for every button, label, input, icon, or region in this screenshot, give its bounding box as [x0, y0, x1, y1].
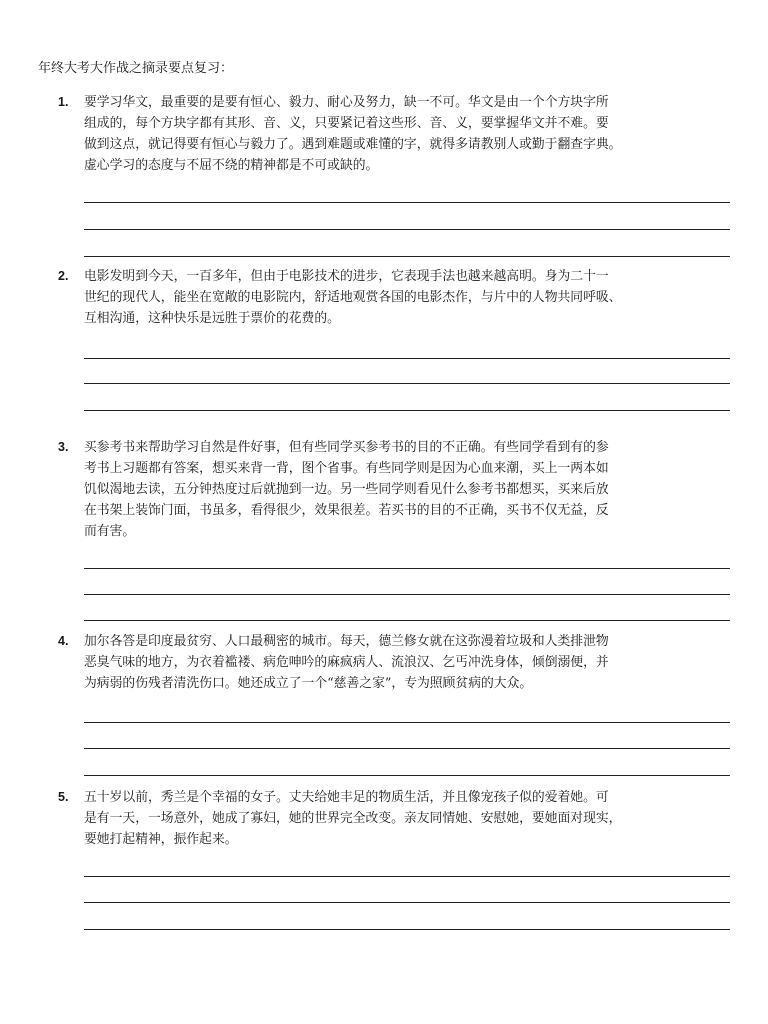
- item-number: 2.: [58, 269, 69, 283]
- passage-line: 是有一天，一场意外，她成了寡妇，她的世界完全改变。亲友同情她、安慰她，要她面对现实，: [84, 811, 622, 826]
- item-number: 5.: [58, 790, 69, 804]
- passage-line: 要学习华文，最重要的是要有恒心、毅力、耐心及努力，缺一不可。华文是由一个个方块字所: [84, 95, 609, 110]
- answer-line[interactable]: [84, 568, 730, 569]
- answer-line[interactable]: [84, 594, 730, 595]
- answer-line[interactable]: [84, 383, 730, 384]
- answer-line[interactable]: [84, 202, 730, 203]
- passage-line: 为病弱的伤残者清洗伤口。她还成立了一个“慈善之家”，专为照顾贫病的大众。: [84, 676, 533, 691]
- item-number: 4.: [58, 634, 69, 648]
- answer-line[interactable]: [84, 929, 730, 930]
- item-number: 1.: [58, 95, 69, 109]
- passage-line: 加尔各答是印度最贫穷、人口最稠密的城市。每天，德兰修女就在这弥漫着垃圾和人类排泄物: [84, 634, 609, 649]
- answer-line[interactable]: [84, 722, 730, 723]
- answer-line[interactable]: [84, 775, 730, 776]
- passage-line: 在书架上装饰门面，书虽多，看得很少，效果很差。若买书的目的不正确，买书不仅无益，反: [84, 503, 609, 518]
- passage-line: 买参考书来帮助学习自然是件好事，但有些同学买参考书的目的不正确。有些同学看到有的参: [84, 440, 609, 455]
- passage-line: 互相沟通，这种快乐是远胜于票价的花费的。: [84, 311, 340, 326]
- item-passage: [84, 92, 744, 176]
- item-passage: [84, 266, 744, 329]
- passage-line: 组成的，每个方块字都有其形、音、义，只要紧记着这些形、音、义，要掌握华文并不难。要: [84, 116, 609, 131]
- passage-line: 虚心学习的态度与不屈不绕的精神都是不可或缺的。: [84, 158, 379, 173]
- answer-line[interactable]: [84, 620, 730, 621]
- passage-line: 而有害。: [84, 524, 136, 539]
- answer-line[interactable]: [84, 902, 730, 903]
- answer-line[interactable]: [84, 748, 730, 749]
- passage-line: 做到这点，就记得要有恒心与毅力了。遇到难题或难懂的字，就得多请教别人或勤于翻查字典。: [84, 137, 622, 152]
- passage-line: 考书上习题都有答案，想买来背一背，图个省事。有些同学则是因为心血来潮，买上一两本如: [84, 461, 609, 476]
- answer-line[interactable]: [84, 410, 730, 411]
- answer-line[interactable]: [84, 876, 730, 877]
- answer-line[interactable]: [84, 358, 730, 359]
- item-passage: [84, 437, 744, 542]
- item-passage: [84, 787, 744, 850]
- item-number: 3.: [58, 440, 69, 454]
- answer-line[interactable]: [84, 229, 730, 230]
- passage-line: 饥似渴地去读，五分钟热度过后就抛到一边。另一些同学则看见什么参考书都想买，买来后放: [84, 482, 609, 497]
- passage-line: 电影发明到今天，一百多年，但由于电影技术的进步，它表现手法也越来越高明。身为二十一: [84, 269, 609, 284]
- passage-line: 恶臭气味的地方，为衣着褴褛、病危呻吟的麻疯病人、流浪汉、乞丐冲洗身体，倾倒溺便，并: [84, 655, 609, 670]
- passage-line: 五十岁以前，秀兰是个幸福的女子。丈夫给她丰足的物质生活，并且像宠孩子似的爱着她。可: [84, 790, 609, 805]
- item-passage: [84, 631, 744, 694]
- worksheet-title: 年终大考大作战之摘录要点复习：: [38, 61, 234, 76]
- passage-line: 要她打起精神，振作起来。: [84, 832, 238, 847]
- passage-line: 世纪的现代人，能坐在宽敞的电影院内，舒适地观赏各国的电影杰作，与片中的人物共同呼吸、: [84, 290, 622, 305]
- answer-line[interactable]: [84, 256, 730, 257]
